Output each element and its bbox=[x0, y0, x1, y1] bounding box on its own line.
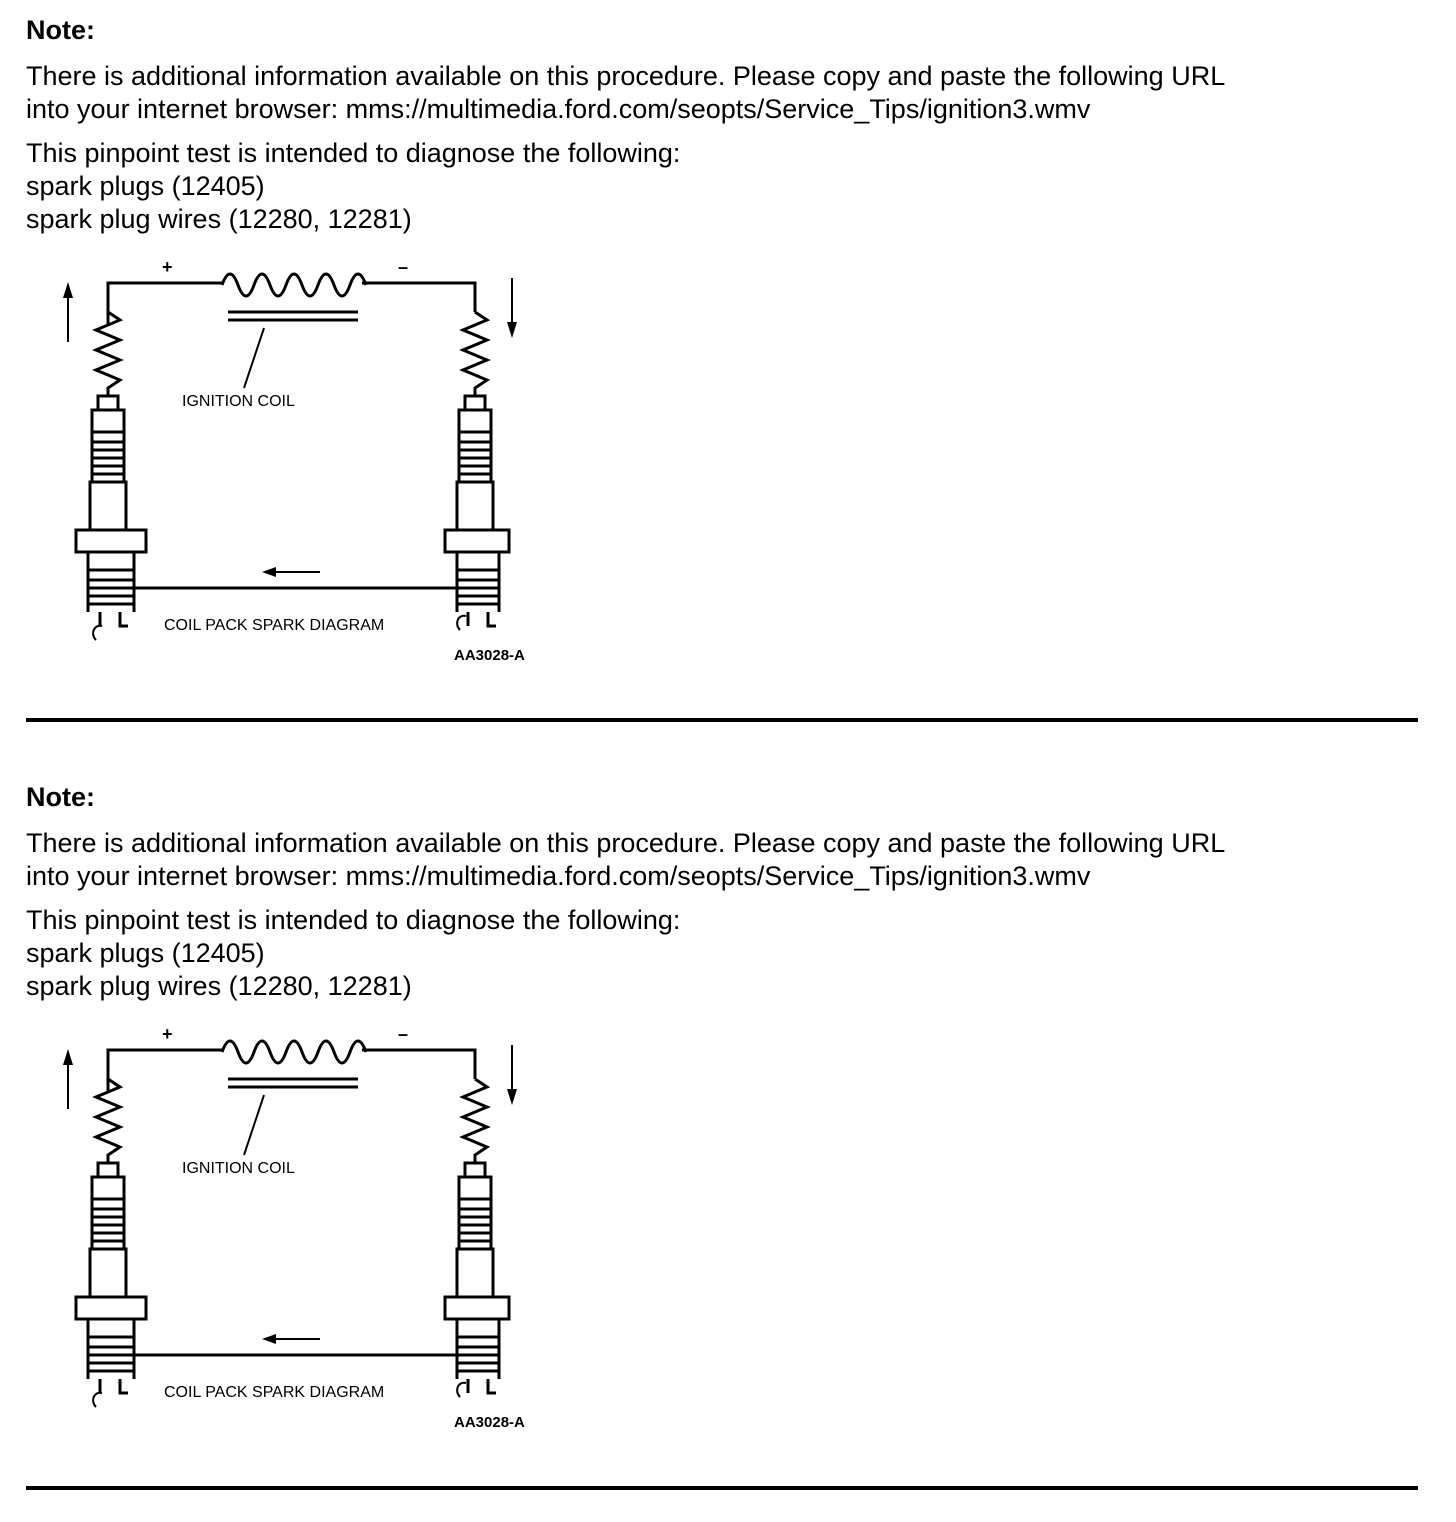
diagram-label: COIL PACK SPARK DIAGRAM bbox=[164, 1384, 385, 1401]
diagram-svg bbox=[40, 250, 580, 670]
list-item: spark plugs (12405) bbox=[26, 171, 265, 201]
coil-pack-spark-diagram bbox=[40, 1017, 580, 1437]
note-text-line: There is additional information available on this procedure. Please copy and paste the following URL bbox=[26, 61, 1226, 91]
diagram-label: COIL PACK SPARK DIAGRAM bbox=[164, 617, 385, 634]
note-text-line: into your internet browser: mms://multimedia.ford.com/seopts/Service_Tips/ignition3.wmv bbox=[26, 94, 1091, 124]
diagram-svg bbox=[40, 1017, 580, 1437]
intro-text: This pinpoint test is intended to diagnose the following: bbox=[26, 905, 681, 935]
coil-label: IGNITION COIL bbox=[182, 1160, 295, 1177]
note-text-line: into your internet browser: mms://multimedia.ford.com/seopts/Service_Tips/ignition3.wmv bbox=[26, 861, 1091, 891]
note-heading: Note: bbox=[26, 15, 95, 45]
list-item: spark plug wires (12280, 12281) bbox=[26, 204, 412, 234]
intro-text: This pinpoint test is intended to diagnose the following: bbox=[26, 138, 681, 168]
list-item: spark plugs (12405) bbox=[26, 938, 265, 968]
diagnose-list bbox=[26, 904, 680, 1003]
section-divider bbox=[26, 1486, 1418, 1490]
note-heading: Note: bbox=[26, 782, 95, 812]
minus-label: – bbox=[398, 1024, 409, 1044]
list-item: spark plug wires (12280, 12281) bbox=[26, 971, 412, 1001]
note-text-line: There is additional information available on this procedure. Please copy and paste the following URL bbox=[26, 828, 1226, 858]
coil-pack-spark-diagram bbox=[40, 250, 580, 670]
coil-label: IGNITION COIL bbox=[182, 393, 295, 410]
figure-id: AA3028-A bbox=[454, 1414, 525, 1431]
plus-label: + bbox=[162, 257, 173, 277]
figure-id: AA3028-A bbox=[454, 647, 525, 664]
plus-label: + bbox=[162, 1024, 173, 1044]
minus-label: – bbox=[398, 257, 409, 277]
diagnose-list bbox=[26, 137, 680, 236]
note-text bbox=[26, 827, 1225, 893]
section-divider bbox=[26, 718, 1418, 722]
note-text bbox=[26, 60, 1225, 126]
